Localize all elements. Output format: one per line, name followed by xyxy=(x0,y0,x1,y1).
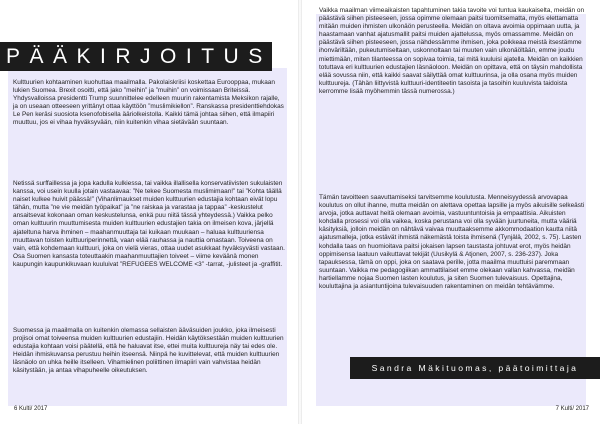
right-paragraph-1: Vaikka maailman viimeaikaisten tapahtuminen takia tavoite voi tuntua kaukaiselta, meidän on päästävä siihen pisteeseen, jossa opimme olemaan paitsi tuomitsematta, myös elettamatta mitään muiden ihmisten ulkonäön perusteella. Meidän on oltava avoimia oppimaan uutta, ja haastamaan vanhat ajatusmallit paitsi muiden ajattelussa, myös omassamme. Meidän on päästävä siihen pisteeseen, jossa nähdessämme ihmisen, joka poikkeaa meistä itsestämme ihonväriltään, pukeutumiseltaan, uskonnoltaan tai muuten vain ulkonäöltään, emme joudu miettimään, miten tilanteessa on sopivaa toimia, tai mitä kuuluisi ajatella. Meidän on kaikkien totuttava eri kulttuurien edustajien läsnäoloon. Meidän on opittava, että on täysin mahdollista elää sovussa niin, että kaikki saavat säilyttää omat kulttuurinsa, ja olla osana myös muiden kulttuureja. (Tähän liittyvistä kulttuuri-identiteetin tasoista ja tasoihin kuuluvista taidoista kerromme lisää myöhemmin tässä numerossa.) xyxy=(319,7,585,95)
author-signature: Sandra Mäkituomas, päätoimittaja xyxy=(350,357,600,379)
right-paragraph-2: Tämän tavoitteen saavuttamiseksi tarvitsemme koulutusta. Menneisyydessä arvovapaa koulutus on ollut ihanne, mutta meidän on alettava opettaa lapsille ja myös aikuisille selkeästi arvoja, jotka auttavat heitä olemaan avoimia, vastuuntuntoisia ja empaattisia. Aikuisten kohdalla prosessi voi olla vaikea, koska perustana voi olla syvään juurtuneita, mutta vääriä käsityksiä, jolloin meidän on nähtävä vaivaa muuttaaksemme akkommodaation kautta niitä ajatusmalleja, jotka estävät ihmistä näkemästä toista ihmisenä (Tynjälä, 2002, s. 75). Lasten kohdalla taas on huomioitava paitsi jokaisen lapsen taustasta johtuvat erot, myös heidän oppimisensa laatuun vaikuttavat tekijät (Uusikylä & Atjonen, 2007, s. 236-237). Joka tapauksessa, tämä on oppi, joka on saatava perille, jotta maailma muuttuisi paremmaan suuntaan. Vaikka me pedagogiikan ammattilaiset emme olekaan vallan kahvassa, meidän hartiellamme nojaa Suomen lasten koulutus, ja siten Suomen tulevaisuus. Opettajina, kouluttajina ja asiantuntijoina tulevaisuuden rakentaminen on meidän tehtävämme. xyxy=(319,194,585,291)
left-paragraph-2: Netissä surffaillessa ja jopa kadulla kulkiessa, tai vaikka illallisella konservatiivisten sukulaisten kanssa, voi usein kuulla jotain vastaavaa: ”Ne tekee Suomesta muslimimaan!” tai ”Kohta täällä naiset kulkee huivit päässä!” (Vihanlimaukset muiden kulttuurien edustajia kohtaan eivät lopu tähän, mutta ”ne vie meidän työpaikat” ja ”ne raiskaa ja varastaa ja tappaa” -keskustelut ansaitsevat kokonaan oman keskustelunsa, enkä puu niitä tässä yhteydessä.) Vaikka pelko oman kulttuurin muuttumisesta muiden kulttuurien edustajien takia on ilmeisen kova, järjellä ajateltuna harva ihminen – maahanmuuttaja tai kuikaan muukaan – haluaa kulttuuriensa muuttavan toisten kulttuuriperinnettä, vaan elää rauhassa ja nauttia omastaan. Toiveena on vain, että kohdemaan kulttuuri, joka on vielä vieras, ottaa uudet asukkaat hyväksyvästi vastaan. Osa Suomen kansasta toteuttaakin maahanmuuttajien toiveet – viime keväänä monen kaupungin kaupunkikuvaan kuuluivat ”REFUGEES WELCOME <3” -tarrat, -julisteet ja -graffitit. xyxy=(13,180,285,268)
left-paragraph-1: Kulttuurien kohtaaminen kuohuttaa maailmalla. Pakolaiskriisi koskettaa Eurooppaa, mukaan lukien Suomea. Brexit osoitti, että jako ”meihin” ja ”muihin” on voimissaan Briteissä. Yhdysvalloissa presidentti Trump suunnittelee edelleen muurin rakentamista Meksikon rajalle, ja on useaan otteeseen yrittänyt ottaa käyttöön ”muslimikiellon”. Ranskassa presidenttiehdokas Le Pen keräsi suosiota ksenofobisella ääriolkeistolla. Kaikki tämä johtaa siihen, että ilmapiiri muuttuu, jos ei vihaa hyväksyvään, niin kuitenkin vihaa sietävään suuntaan. xyxy=(13,79,284,127)
left-page-number: 6 Kulti/ 2017 xyxy=(14,406,48,412)
left-paragraph-3: Suomessa ja maailmalla on kuitenkin olemassa sellaisten ääväsuiden joukko, joka ilmeisesti projisoi omat toiveensa muiden kulttuurien edustajiin. Heidän käytöksestään muiden kulttuurien edustajia kohtaan voisi päätellä, että he haluavat itse, ettei muita kulttuureja näy tai edes ole. Heidän ihmiskuvansa perustuu heihin itseensä. Niinpä he kuvittelevat, että muiden kulttuurien läsnäolo on uhka heille itselleen. Vihamielinen poliittinen ilmapiiri vain vahvistaa heidän käsitystään, ja antaa vihapuheelle oikeutuksen. xyxy=(13,327,284,375)
right-page xyxy=(302,0,600,424)
right-page-number: 7 Kulti/ 2017 xyxy=(555,406,589,412)
left-page xyxy=(0,0,298,424)
page-title: PÄÄKIRJOITUS xyxy=(0,42,272,71)
